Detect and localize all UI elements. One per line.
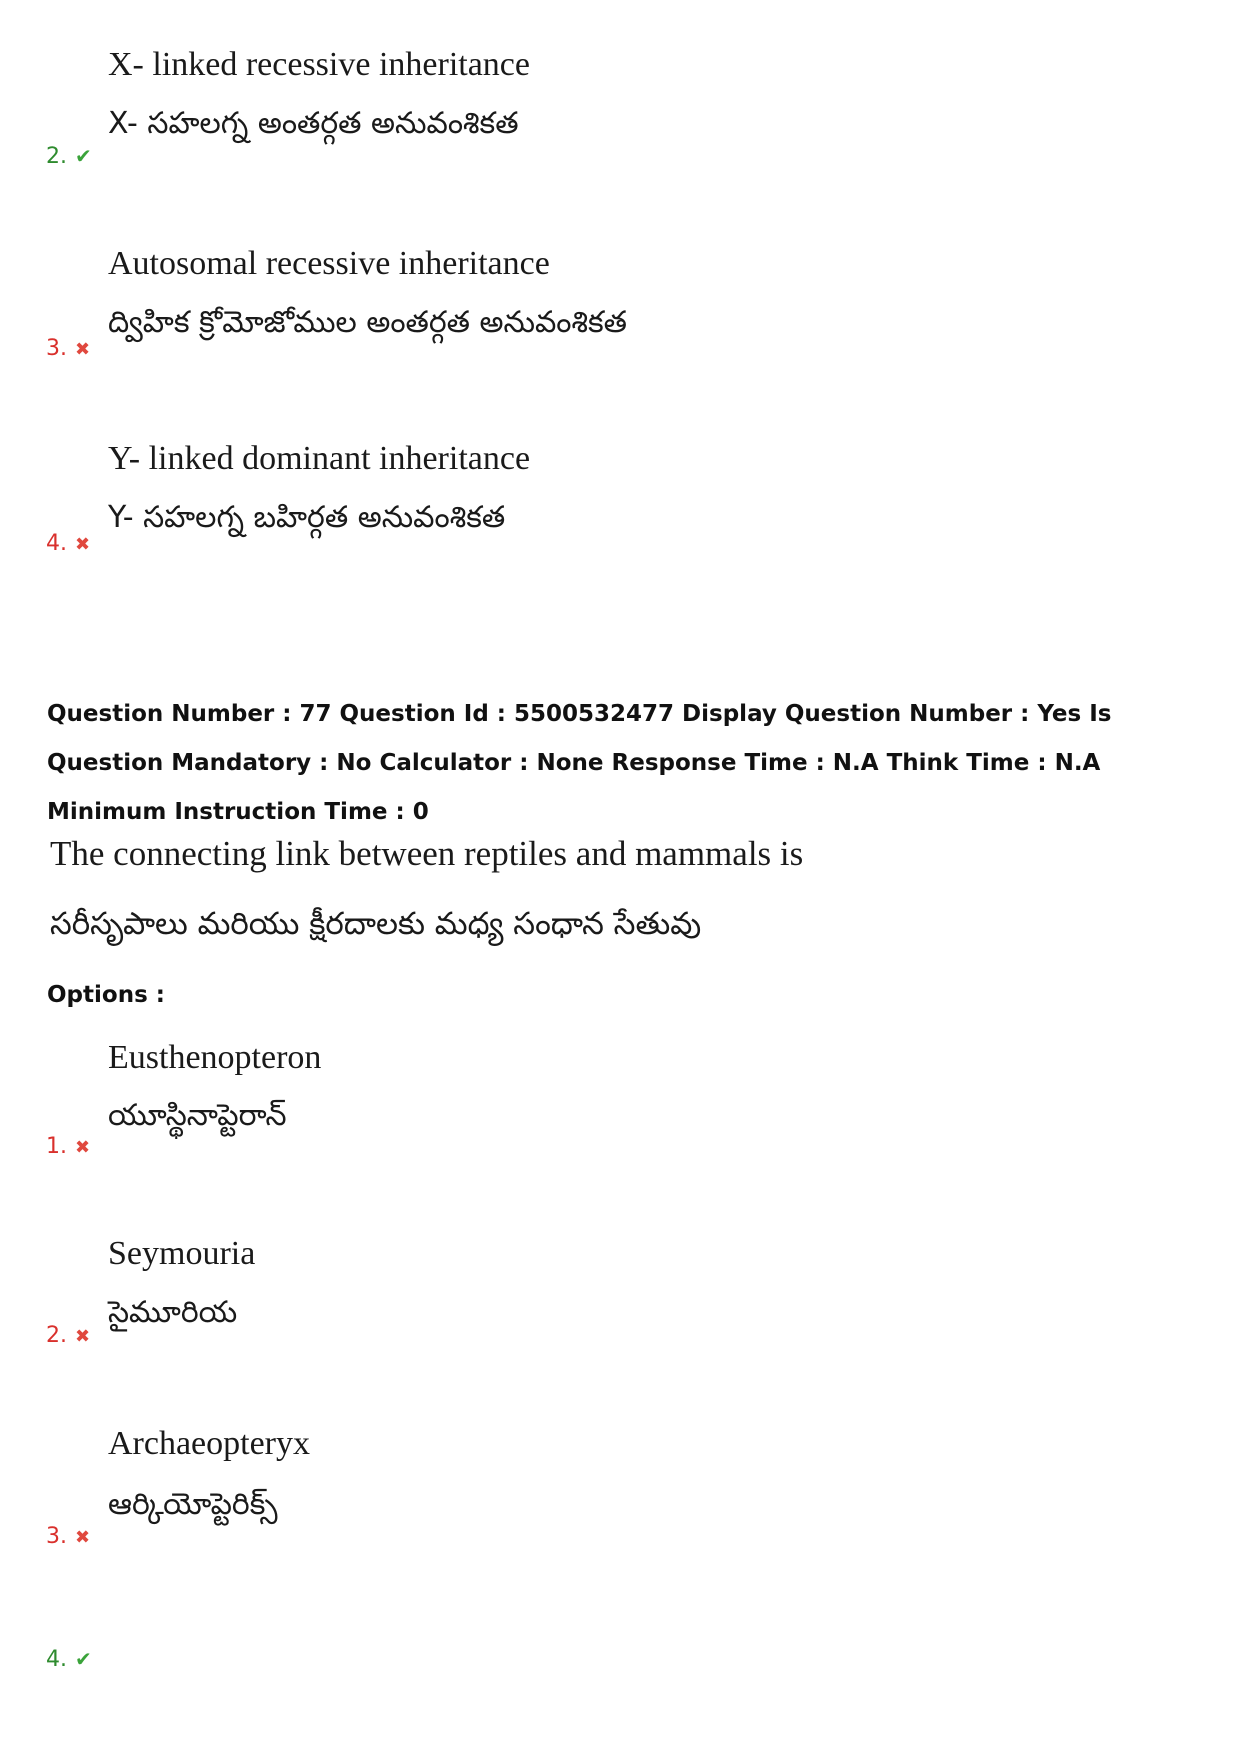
option-number [46,336,90,361]
option-number-label: 3. [46,336,67,361]
option-telugu-text: ద్విహిక క్రోమోజోముల అంతర్గత అనువంశికత [108,305,628,340]
option-telugu-text: సైమూరియ [108,1295,238,1330]
option-number [46,1134,90,1159]
option-number-label: 1. [46,1134,67,1159]
option-english-text: Seymouria [108,1235,256,1272]
question-text-telugu: సరీసృపాలు మరియు క్షీరదాలకు మధ్య సంధాన సేతువు [50,906,702,942]
options-label: Options : [47,982,165,1008]
option-telugu-text: Y- సహలగ్న బహిర్గత అనువంశికత [108,500,506,535]
cross-icon: ✖ [75,1137,91,1158]
cross-icon: ✖ [75,339,91,360]
option-number [46,531,90,556]
question-meta: Question Number : 77 Question Id : 5500532477 Display Question Number : Yes Is Question Mandatory : No Calculator : None Response Time : N.A Think Time : N.A Minimum Instruction Time : 0 [47,701,1112,825]
cross-icon: ✖ [75,1326,91,1347]
cross-icon: ✖ [75,534,91,555]
option-number-label: 2. [46,1323,67,1348]
question-text-english: The connecting link between reptiles and mammals is [50,834,804,873]
option-number-label: 3. [46,1524,67,1549]
option-english-text: Archaeopteryx [108,1425,311,1462]
option-telugu-text: ఆర్కియోప్టెరిక్స్ [108,1487,278,1522]
option-english-text: X- linked recessive inheritance [108,46,530,83]
option-number-label: 4. [46,531,67,556]
option-telugu-text: యూస్థినాప్టెరాన్ [108,1098,287,1133]
option-telugu-text: X- సహలగ్న అంతర్గత అనువంశికత [108,106,519,141]
option-number [46,1524,90,1549]
option-english-text: Y- linked dominant inheritance [108,440,531,477]
check-icon: ✔ [75,144,92,168]
option-number [46,1647,92,1672]
option-number-label: 4. [46,1647,67,1672]
option-english-text: Autosomal recessive inheritance [108,245,550,282]
cross-icon: ✖ [75,1527,91,1548]
option-number [46,144,92,169]
option-number [46,1323,90,1348]
option-number-label: 2. [46,144,67,169]
check-icon: ✔ [75,1647,92,1671]
option-english-text: Eusthenopteron [108,1039,322,1076]
